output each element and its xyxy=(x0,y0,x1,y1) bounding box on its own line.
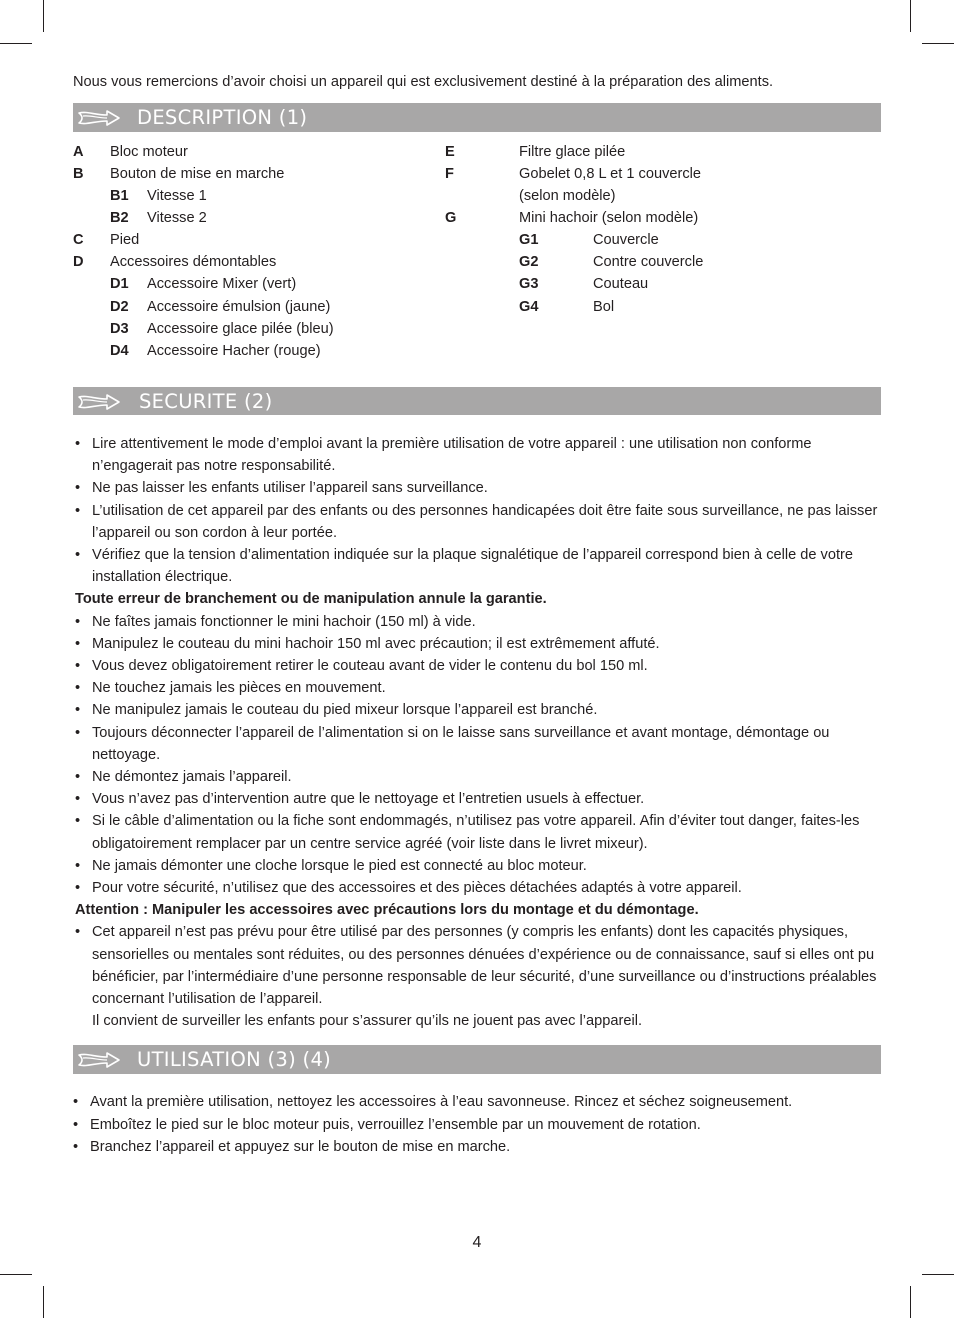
item-text: Bol xyxy=(593,299,615,315)
bullet-icon: • xyxy=(75,658,81,675)
list-item xyxy=(73,877,881,899)
list-item-text: Avant la première utilisation, nettoyez les accessoires à l’eau savonneuse. Rincez et séchez soigneusement. xyxy=(90,1094,793,1110)
list-item xyxy=(73,810,881,854)
list-item xyxy=(73,500,881,544)
section-header-utilisation xyxy=(73,1045,881,1074)
item-text: Bloc moteur xyxy=(110,144,188,160)
item-key: E xyxy=(445,144,455,160)
list-item xyxy=(73,544,881,588)
list-item-text: Manipulez le couteau du mini hachoir 150 ml avec précaution; il est extrêmement affuté. xyxy=(92,635,660,652)
list-item xyxy=(73,477,881,499)
item-key: G3 xyxy=(519,276,539,292)
list-item xyxy=(73,611,881,633)
bullet-icon: • xyxy=(73,1116,79,1133)
warning-text: Attention : Manipuler les accessoires avec précautions lors du montage et du démontage. xyxy=(75,902,699,919)
arrow-icon xyxy=(77,393,121,411)
list-item-text: Emboîtez le pied sur le bloc moteur puis, verrouillez l’ensemble par un mouvement de rotation. xyxy=(90,1116,701,1133)
bullet-icon: • xyxy=(75,502,81,519)
list-item xyxy=(73,1114,881,1137)
list-item-text: Vous devez obligatoirement retirer le couteau avant de vider le contenu du bol 150 ml. xyxy=(92,658,648,675)
bullet-icon: • xyxy=(75,857,81,874)
list-item xyxy=(73,633,881,655)
list-item xyxy=(73,677,881,699)
list-item-text: Toujours déconnecter l’appareil de l’alimentation si on le laisse sans surveillance et avant montage, démontage ou nettoyage. xyxy=(92,724,830,763)
list-item-text: Ne manipulez jamais le couteau du pied mixeur lorsque l’appareil est branché. xyxy=(92,702,598,719)
crop-mark xyxy=(0,43,32,44)
list-item xyxy=(73,855,881,877)
bullet-icon: • xyxy=(75,635,81,652)
section-header-description xyxy=(73,103,881,132)
crop-mark xyxy=(43,1286,44,1318)
list-item xyxy=(73,655,881,677)
arrow-icon xyxy=(77,1051,121,1069)
bullet-icon: • xyxy=(75,769,81,786)
list-item-text: Ne pas laisser les enfants utiliser l’appareil sans surveillance. xyxy=(92,480,488,497)
list-item-text: Lire attentivement le mode d’emploi avant la première utilisation de votre appareil : une utilisation non conforme n’engagerait pas notre responsabilité. xyxy=(92,436,812,475)
crop-mark xyxy=(922,1274,954,1275)
item-text: (selon modèle) xyxy=(519,188,616,204)
list-item-text: Vérifiez que la tension d’alimentation indiquée sur la plaque signalétique de l’appareil correspond bien à celle de votre installation électrique. xyxy=(92,547,853,586)
item-key: A xyxy=(73,144,84,160)
list-item xyxy=(73,766,881,788)
item-text: Accessoire émulsion (jaune) xyxy=(147,299,331,315)
list-item-text: Pour votre sécurité, n’utilisez que des accessoires et des pièces détachées adaptés à votre appareil. xyxy=(92,880,742,897)
item-key: D1 xyxy=(110,276,129,292)
list-item-text: L’utilisation de cet appareil par des enfants ou des personnes handicapées doit être faite sous surveillance, ne pas laisser l’appareil ou son cordon à leur portée. xyxy=(92,502,878,541)
page-number: 4 xyxy=(472,1234,482,1251)
note-text: Il convient de surveiller les enfants pour s’assurer qu’ils ne jouent pas avec l’appareil. xyxy=(92,1013,642,1030)
list-item xyxy=(73,699,881,721)
item-text: Pied xyxy=(110,232,140,248)
arrow-icon xyxy=(77,109,121,127)
bullet-icon: • xyxy=(75,791,81,808)
list-item xyxy=(73,921,881,1010)
item-text: Vitesse 1 xyxy=(147,188,207,204)
bullet-icon: • xyxy=(75,613,81,630)
list-item-text: Cet appareil n’est pas prévu pour être utilisé par des personnes (y compris les enfants) dont les capacités physiques, sensorielles ou mentales sont réduites, ou des personnes dénuées d’expérience ou de connaissance, sauf si elles ont pu bénéficier, par l’intermédiaire d’une personne responsable de leur sécurité, d’une surveillance ou d’instructions préalables concernant l’utilisation de l’appareil. xyxy=(92,924,877,1008)
section-header-securite xyxy=(73,387,881,415)
list-item xyxy=(73,788,881,810)
list-item xyxy=(73,722,881,766)
item-text: Bouton de mise en marche xyxy=(110,166,285,182)
item-text: Couvercle xyxy=(593,232,659,248)
list-item xyxy=(73,1091,881,1114)
bullet-icon: • xyxy=(75,813,81,830)
item-key: C xyxy=(73,232,84,248)
item-key: B2 xyxy=(110,210,129,226)
item-text: Vitesse 2 xyxy=(147,210,207,226)
crop-mark xyxy=(922,43,954,44)
list-item-text: Ne démontez jamais l’appareil. xyxy=(92,769,292,786)
list-item xyxy=(73,433,881,477)
item-key: D2 xyxy=(110,299,129,315)
item-key: G1 xyxy=(519,232,539,248)
item-key: G4 xyxy=(519,299,539,315)
crop-mark xyxy=(0,1274,32,1275)
list-item-text: Si le câble d’alimentation ou la fiche sont endommagés, n’utilisez pas votre appareil. Afin d’éviter tout danger, faites-les obligatoirement remplacer par un centre service agréé (voir liste dans le livret mixeur). xyxy=(92,813,860,852)
item-text: Couteau xyxy=(593,276,649,292)
list-item-text: Ne faîtes jamais fonctionner le mini hachoir (150 ml) à vide. xyxy=(92,613,476,630)
list-item-text: Branchez l’appareil et appuyez sur le bouton de mise en marche. xyxy=(90,1139,511,1156)
item-text: Mini hachoir (selon modèle) xyxy=(519,210,699,226)
section-title: SECURITE (2) xyxy=(139,390,273,413)
crop-mark xyxy=(910,1286,911,1318)
bullet-icon: • xyxy=(75,480,81,497)
item-key: D4 xyxy=(110,343,129,359)
item-text: Gobelet 0,8 L et 1 couvercle xyxy=(519,166,701,182)
item-key: B1 xyxy=(110,188,129,204)
bullet-icon: • xyxy=(75,880,81,897)
item-text: Accessoire Hacher (rouge) xyxy=(147,343,321,359)
item-text: Accessoires démontables xyxy=(110,254,277,270)
bullet-icon: • xyxy=(75,547,81,564)
list-item-text: Ne touchez jamais les pièces en mouvement. xyxy=(92,680,386,697)
list-item-text: Ne jamais démonter une cloche lorsque le pied est connecté au bloc moteur. xyxy=(92,857,587,874)
bullet-icon: • xyxy=(75,724,81,741)
securite-list xyxy=(73,433,881,1032)
crop-mark xyxy=(910,0,911,32)
item-key: B xyxy=(73,166,84,182)
list-item xyxy=(73,1136,881,1159)
crop-mark xyxy=(43,0,44,32)
bullet-icon: • xyxy=(73,1094,79,1110)
bullet-icon: • xyxy=(75,680,81,697)
intro-text: Nous vous remercions d’avoir choisi un appareil qui est exclusivement destiné à la préparation des aliments. xyxy=(73,74,774,90)
item-key: G2 xyxy=(519,254,539,270)
utilisation-list xyxy=(73,1091,881,1159)
bullet-icon: • xyxy=(75,702,81,719)
item-key: D xyxy=(73,254,84,270)
item-key: G xyxy=(445,210,457,226)
list-item-text: Vous n’avez pas d’intervention autre que le nettoyage et l’entretien usuels à effectuer. xyxy=(92,791,645,808)
item-text: Contre couvercle xyxy=(593,254,704,270)
bullet-icon: • xyxy=(73,1139,79,1156)
item-text: Accessoire glace pilée (bleu) xyxy=(147,321,334,337)
item-text: Accessoire Mixer (vert) xyxy=(147,276,297,292)
bullet-icon: • xyxy=(75,436,81,452)
bullet-icon: • xyxy=(75,924,81,941)
section-title: UTILISATION (3) (4) xyxy=(137,1048,332,1071)
item-text: Filtre glace pilée xyxy=(519,144,626,160)
section-title: DESCRIPTION (1) xyxy=(137,106,308,129)
item-key: F xyxy=(445,166,454,182)
warning-text: Toute erreur de branchement ou de manipulation annule la garantie. xyxy=(75,591,547,608)
item-key: D3 xyxy=(110,321,129,337)
